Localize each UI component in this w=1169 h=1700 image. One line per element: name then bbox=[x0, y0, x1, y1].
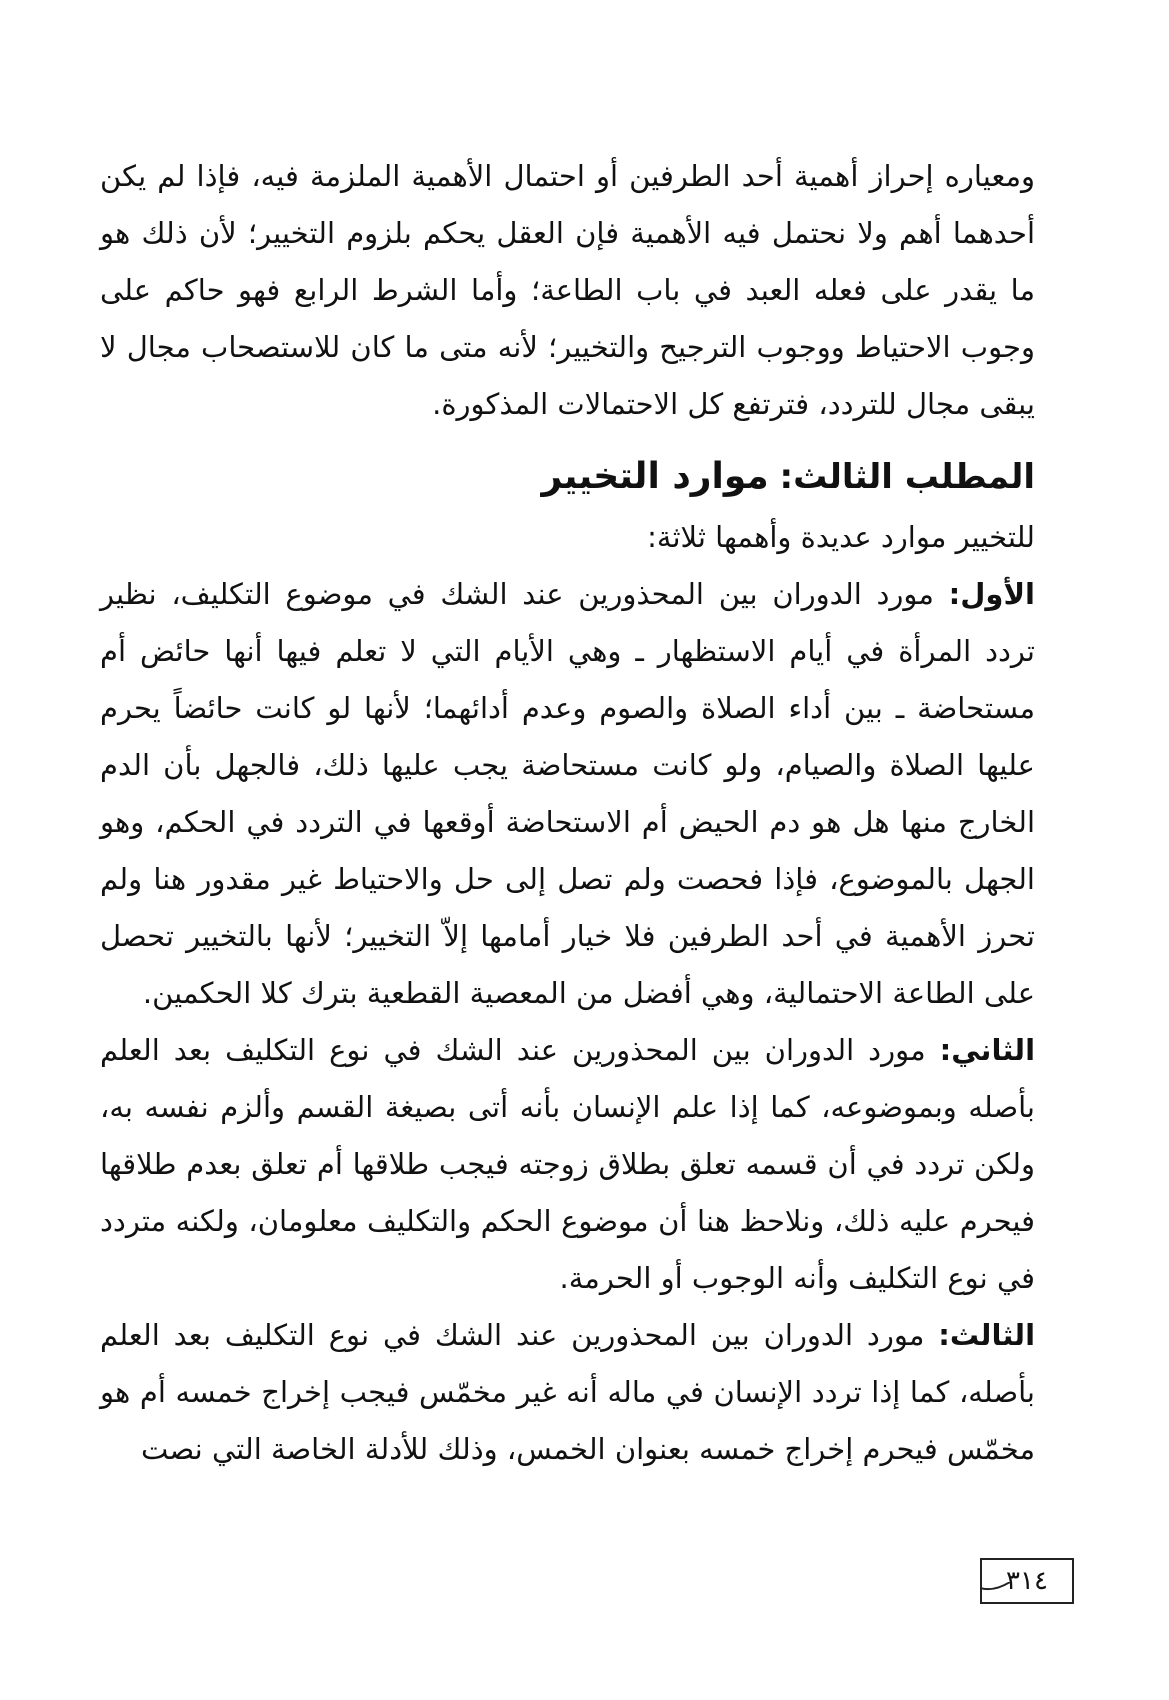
section-heading-label: المطلب الثالث: bbox=[779, 457, 1035, 497]
third-text: مورد الدوران بين المحذورين عند الشك في نوع التكليف بعد العلم بأصله، كما إذا تردد الإنسان في ماله أنه غير مخمّس فيجب إخراج خمسه أم هو مخمّس فيحرم إخراج خمسه بعنوان الخمس، وذلك للأدلة الخاصة التي نصت bbox=[100, 1318, 1035, 1466]
page-body bbox=[100, 148, 1035, 1478]
second-lead: الثاني: bbox=[939, 1033, 1036, 1067]
first-text: مورد الدوران بين المحذورين عند الشك في موضوع التكليف، نظير تردد المرأة في أيام الاستظهار ـ وهي الأيام التي لا تعلم فيها أنها حائض أم مستحاضة ـ بين أداء الصلاة والصوم وعدم أدائهما؛ لأنها لو كانت حائضاً يحرم عليها الصلاة والصيام، ولو كانت مستحاضة يجب عليها ذلك، فالجهل بأن الدم الخارج منها هل هو دم الحيض أم الاستحاضة أوقعها في التردد في الحكم، وهو الجهل بالموضوع، فإذا فحصت ولم تصل إلى حل والاحتياط غير مقدور هنا ولم تحرز الأهمية في أحد الطرفين فلا خيار أمامها إلاّ التخيير؛ لأنها بالتخيير تحصل على الطاعة الاحتمالية، وهي أفضل من المعصية القطعية بترك كلا الحكمين. bbox=[100, 577, 1035, 1010]
paragraph-intro: للتخيير موارد عديدة وأهمها ثلاثة: bbox=[647, 520, 1035, 554]
paragraph-criterion: ومعياره إحراز أهمية أحد الطرفين أو احتمال الأهمية الملزمة فيه، فإذا لم يكن أحدهما أهم ولا نحتمل فيه الأهمية فإن العقل يحكم بلزوم التخيير؛ لأن ذلك هو ما يقدر على فعله العبد في باب الطاعة؛ وأما الشرط الرابع فهو حاكم على وجوب الاحتياط ووجوب الترجيح والتخيير؛ لأنه متى ما كان للاستصحاب مجال لا يبقى مجال للتردد، فترتفع كل الاحتمالات المذكورة. bbox=[100, 159, 1035, 421]
third-lead: الثالث: bbox=[938, 1318, 1036, 1352]
first-lead: الأول: bbox=[948, 577, 1035, 611]
second-text: مورد الدوران بين المحذورين عند الشك في نوع التكليف بعد العلم بأصله وبموضوعه، كما إذا علم الإنسان بأنه أتى بصيغة القسم وألزم نفسه به، ولكن تردد في أن قسمه تعلق بطلاق زوجته فيجب طلاقها أم تعلق بعدم طلاقها فيحرم عليه ذلك، ونلاحظ هنا أن موضوع الحكم والتكليف معلومان، ولكنه متردد في نوع التكليف وأنه الوجوب أو الحرمة. bbox=[100, 1033, 1035, 1295]
page-number-box bbox=[980, 1558, 1074, 1604]
section-heading bbox=[100, 449, 1035, 505]
paragraph-second bbox=[100, 1022, 1035, 1307]
page-number: ٣١٤ bbox=[1006, 1566, 1048, 1596]
section-heading-title: موارد التخيير bbox=[541, 456, 769, 497]
paragraph-third bbox=[100, 1307, 1035, 1478]
page-curl-icon bbox=[980, 1582, 1010, 1604]
paragraph-first bbox=[100, 566, 1035, 1022]
